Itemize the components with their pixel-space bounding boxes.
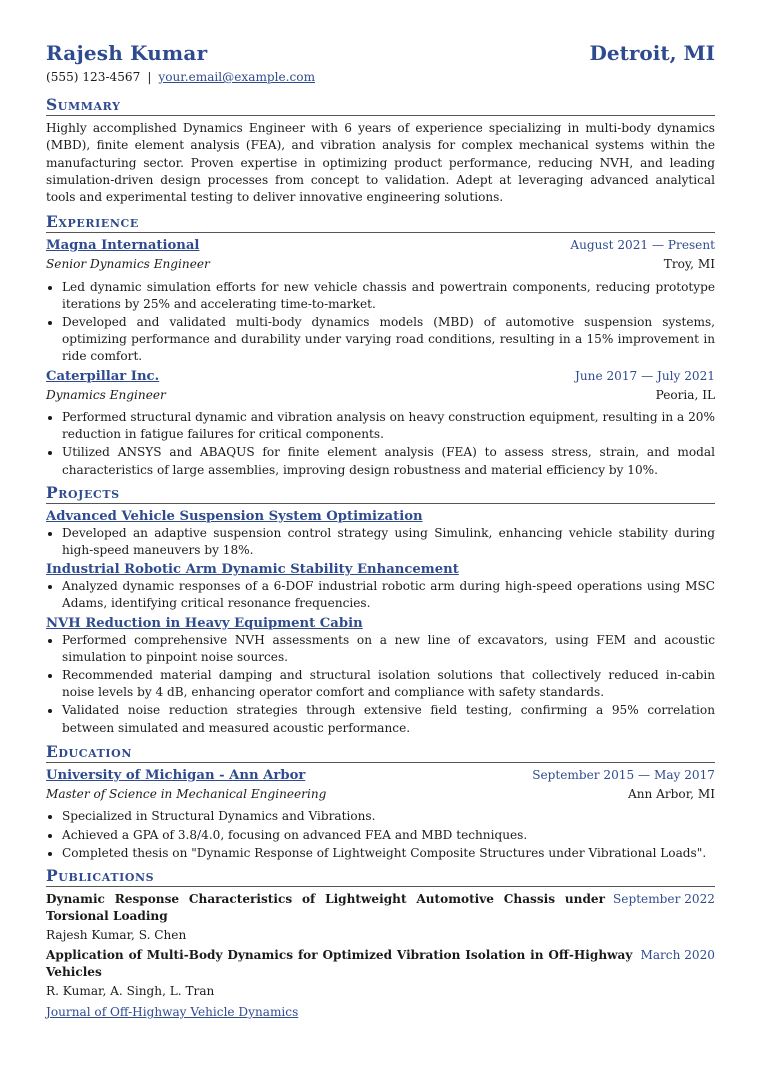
experience-section [46, 213, 715, 479]
resume-page [46, 40, 715, 1023]
company-name[interactable]: Caterpillar Inc. [46, 368, 160, 384]
project-entry [46, 561, 715, 612]
publication-title: Dynamic Response Characteristics of Lightweight Automotive Chassis under Torsional Loading [46, 891, 606, 924]
education-dates: September 2015 — May 2017 [532, 767, 715, 782]
job-dates: June 2017 — July 2021 [575, 368, 715, 383]
education-bullet: • Achieved a GPA of 3.8/4.0, focusing on advanced FEA and MBD techniques. [62, 827, 715, 844]
job-subheader [46, 387, 715, 404]
project-entry [46, 615, 715, 737]
publication-venue-link[interactable]: Journal of Off-Highway Vehicle Dynamics [46, 1005, 299, 1020]
job-bullet: • Utilized ANSYS and ABAQUS for finite element analysis (FEA) to assess stress, strain, and modal characteristics of large assemblies, improving design robustness and material efficiency by 10%. [62, 444, 715, 478]
publication-authors: R. Kumar, A. Singh, L. Tran [46, 983, 215, 998]
job-bullets [46, 409, 715, 479]
company-name[interactable]: Magna International [46, 238, 200, 254]
education-subheader [46, 786, 715, 803]
education-bullets [46, 808, 715, 862]
contact-separator: | [147, 70, 152, 84]
education-section [46, 743, 715, 862]
contact-line [46, 69, 715, 86]
project-bullets [46, 578, 715, 612]
candidate-name: Rajesh Kumar [46, 41, 208, 65]
job-role: Dynamics Engineer [46, 387, 166, 402]
job-bullets [46, 279, 715, 366]
project-title[interactable]: Industrial Robotic Arm Dynamic Stability Enhancement [46, 562, 459, 578]
project-title[interactable]: Advanced Vehicle Suspension System Optimization [46, 508, 423, 524]
publication-header [46, 891, 715, 925]
job-header [46, 237, 715, 254]
section-title-summary: Summary [46, 96, 715, 116]
degree-name: Master of Science in Mechanical Engineering [46, 787, 327, 802]
project-bullet: • Developed an adaptive suspension control strategy using Simulink, enhancing vehicle stability during high-speed maneuvers by 18%. [62, 525, 715, 559]
job-entry [46, 237, 715, 365]
section-title-publications: Publications [46, 867, 715, 887]
publication-date: September 2022 [613, 891, 715, 906]
projects-section [46, 484, 715, 737]
resume-header [46, 40, 715, 66]
publication-date: March 2020 [640, 947, 715, 962]
candidate-location: Detroit, MI [589, 41, 715, 65]
job-bullet: • Performed structural dynamic and vibration analysis on heavy construction equipment, resulting in a 20% reduction in fatigue failures for critical components. [62, 409, 715, 443]
job-entry [46, 368, 715, 479]
project-bullets [46, 525, 715, 559]
job-bullet: • Developed and validated multi-body dynamics models (MBD) of automotive suspension systems, optimizing performance and durability under varying road conditions, resulting in a 15% improvement in ride comfort. [62, 314, 715, 366]
job-header [46, 368, 715, 385]
publication-header [46, 947, 715, 981]
project-entry [46, 508, 715, 559]
project-bullet: • Performed comprehensive NVH assessments on a new line of excavators, using FEM and acoustic simulation to pinpoint noise sources. [62, 632, 715, 666]
education-bullet: • Specialized in Structural Dynamics and Vibrations. [62, 808, 715, 825]
project-bullet: • Analyzed dynamic responses of a 6-DOF industrial robotic arm during high-speed operations using MSC Adams, identifying critical resonance frequencies. [62, 578, 715, 612]
job-role: Senior Dynamics Engineer [46, 257, 210, 272]
school-name[interactable]: University of Michigan - Ann Arbor [46, 767, 306, 783]
phone-number: (555) 123-4567 [46, 70, 141, 84]
section-title-education: Education [46, 743, 715, 763]
project-bullet: • Recommended material damping and structural isolation solutions that collectively reduced in-cabin noise levels by 4 dB, enhancing operator comfort and compliance with safety standards. [62, 667, 715, 701]
education-header [46, 767, 715, 784]
job-subheader [46, 256, 715, 273]
project-title[interactable]: NVH Reduction in Heavy Equipment Cabin [46, 615, 363, 631]
education-bullet: • Completed thesis on "Dynamic Response of Lightweight Composite Structures under Vibrational Loads". [62, 845, 715, 862]
publication-authors: Rajesh Kumar, S. Chen [46, 928, 187, 943]
section-title-experience: Experience [46, 213, 715, 233]
summary-section [46, 96, 715, 206]
email-link[interactable]: your.email@example.com [158, 70, 316, 84]
school-location: Ann Arbor, MI [628, 787, 715, 802]
project-bullets [46, 632, 715, 737]
project-bullet: • Validated noise reduction strategies through extensive field testing, confirming a 95% correlation between simulated and measured acoustic performance. [62, 702, 715, 736]
summary-text: Highly accomplished Dynamics Engineer with 6 years of experience specializing in multi-body dynamics (MBD), finite element analysis (FEA), and vibration analysis for complex mechanical systems within the manufacturing sector. Proven expertise in optimizing product performance, reducing NVH, and leading simulation-driven design processes from concept to validation. Adept at leveraging advanced analytical tools and experimental testing to deliver innovative engineering solutions. [46, 121, 715, 205]
publications-section [46, 867, 715, 1021]
publication-entry [46, 891, 715, 945]
publication-entry [46, 947, 715, 1022]
job-location: Troy, MI [663, 257, 715, 272]
job-dates: August 2021 — Present [570, 238, 715, 253]
job-bullet: • Led dynamic simulation efforts for new vehicle chassis and powertrain components, reducing prototype iterations by 25% and accelerating time-to-market. [62, 279, 715, 313]
publication-title: Application of Multi-Body Dynamics for Optimized Vibration Isolation in Off-Highway Vehicles [46, 947, 633, 979]
section-title-projects: Projects [46, 484, 715, 504]
job-location: Peoria, IL [655, 387, 715, 402]
